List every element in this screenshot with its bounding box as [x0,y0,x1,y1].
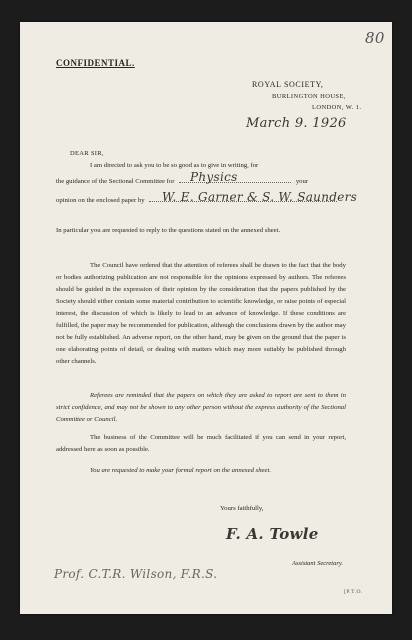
org-name: ROYAL SOCIETY, [252,80,324,89]
page-number: 80 [365,29,385,47]
committee-handwritten: Physics [190,170,238,184]
confidential-label: CONFIDENTIAL. [56,58,135,68]
request-line-1: I am directed to ask you to be so good as to give in writing, for [90,162,259,169]
paragraph-questions: In particular you are requested to reply to the questions stated on the annexed sheet. [56,227,281,234]
footer-code: [P.T.O. [344,589,363,595]
address-line-2: LONDON, W. 1. [312,104,362,111]
request-line-2-pre: the guidance of the Sectional Committee for [56,178,175,185]
letter-page [20,22,392,614]
handwritten-date: March 9. 1926 [246,116,347,131]
margin-note: Prof. C.T.R. Wilson, F.R.S. [54,567,218,581]
signatory-title: Assistant Secretary. [292,560,344,567]
paragraph-confidence: Referees are reminded that the papers on which they are asked to report are sent to them in strict confidence, and may not be shown to any other person without the express authority of the Sectional Committee or Council. [56,392,346,423]
closing-yours: Yours faithfully, [220,505,264,512]
address-line-1: BURLINGTON HOUSE, [272,93,346,100]
request-line-3-pre: opinion on the enclosed paper by [56,197,145,204]
signature: F. A. Towle [226,525,319,543]
request-line-2 [56,178,308,185]
salutation: DEAR SIR, [70,150,104,157]
paragraph-formal-report: You are requested to make your formal report on the annexed sheet. [90,467,272,474]
authors-handwritten: W. E. Garner & S. W. Saunders [162,190,358,204]
paragraph-council: The Council have ordered that the attention of referees shall be drawn to the fact that the body or bodies authorizing publication are not responsible for the opinions expressed by authors. The referees should be guided in the expression of their opinion by the consideration that the papers published by the Society should either contain some material contribution to scientific knowledge, or raise points of especial interest, the discussion of which is likely to lead to an advance of knowledge. If these conditions are fulfilled, the paper may be recommended for publication, although the conclusions drawn by the author may not be fully established. An adverse report, on the other hand, may be given on the ground that the paper is one elaborating points of detail, or dealing with matters which may more suitably be published through other channels. [56,262,346,365]
request-line-2-post: your [295,178,309,185]
paragraph-business: The business of the Committee will be much facilitated if you can send in your report, addressed here as soon as possible. [56,434,346,453]
